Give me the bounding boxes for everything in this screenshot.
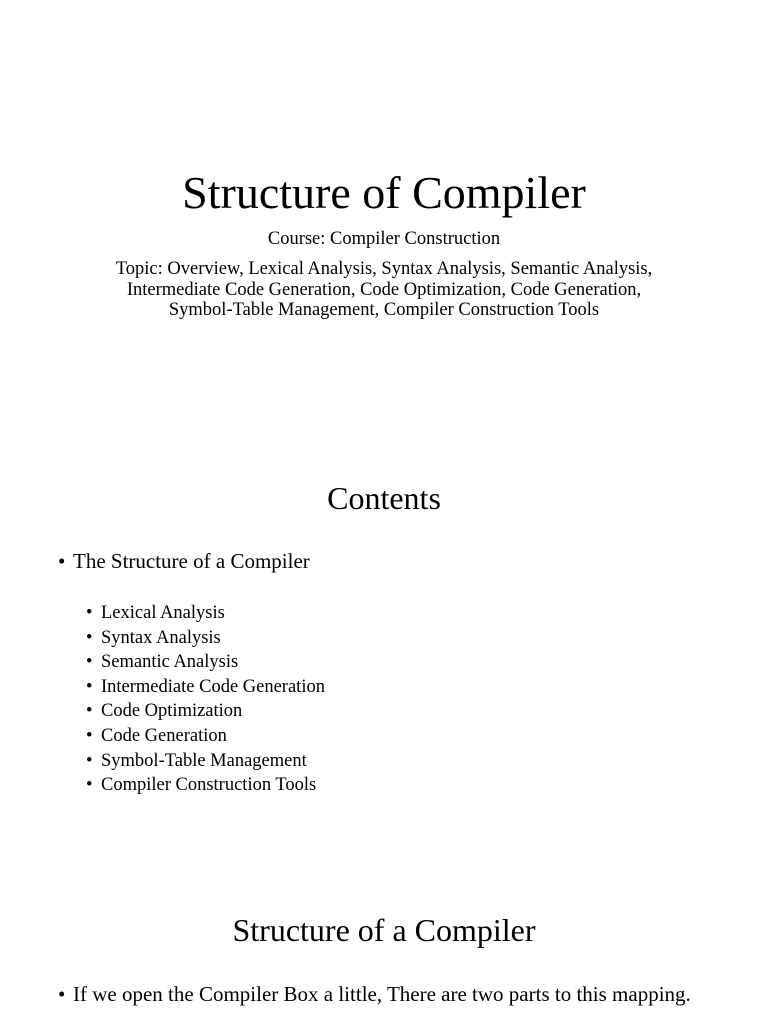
paragraph-text: If we open the Compiler Box a little, There are two parts to this mapping.: [73, 982, 691, 1006]
topic-subtitle: Topic: Overview, Lexical Analysis, Syntax Analysis, Semantic Analysis, Intermediate Code Generation, Code Optimization, Code Generation, Symbol-Table Management, Compiler Construction Tools: [115, 259, 653, 320]
list-item: [86, 650, 325, 675]
structure-heading: Structure of a Compiler: [232, 912, 536, 948]
list-item: [86, 601, 325, 626]
list-item-label: Symbol-Table Management: [101, 750, 307, 771]
contents-main-item: [58, 549, 310, 574]
main-item-label: The Structure of a Compiler: [73, 549, 310, 573]
list-item-label: Compiler Construction Tools: [101, 775, 317, 796]
list-item: [86, 699, 325, 724]
bullet-icon: •: [86, 676, 93, 697]
structure-paragraph: [58, 982, 708, 1007]
bullet-icon: •: [86, 701, 93, 722]
bullet-icon: •: [58, 549, 66, 573]
list-item-label: Code Generation: [101, 725, 227, 746]
bullet-icon: •: [58, 982, 66, 1006]
list-item: [86, 626, 325, 651]
bullet-icon: •: [86, 652, 93, 673]
list-item-label: Intermediate Code Generation: [101, 676, 325, 697]
contents-slide: [0, 432, 768, 864]
list-item: [86, 749, 325, 774]
list-item-label: Syntax Analysis: [101, 627, 221, 648]
course-subtitle: Course: Compiler Construction: [267, 229, 501, 249]
list-item-label: Lexical Analysis: [101, 603, 225, 623]
list-item: [86, 675, 325, 700]
bullet-icon: •: [86, 725, 93, 746]
structure-slide: [0, 864, 768, 1024]
list-item-label: Code Optimization: [101, 701, 243, 722]
list-item-label: Semantic Analysis: [101, 652, 239, 673]
contents-sublist: [86, 601, 325, 798]
title-slide: [0, 0, 768, 432]
slide-title: Structure of Compiler: [182, 167, 586, 218]
list-item: [86, 724, 325, 749]
bullet-icon: •: [86, 775, 93, 796]
list-item: [86, 773, 325, 798]
bullet-icon: •: [86, 627, 93, 648]
bullet-icon: •: [86, 603, 93, 623]
contents-heading: Contents: [327, 480, 441, 516]
bullet-icon: •: [86, 750, 93, 771]
